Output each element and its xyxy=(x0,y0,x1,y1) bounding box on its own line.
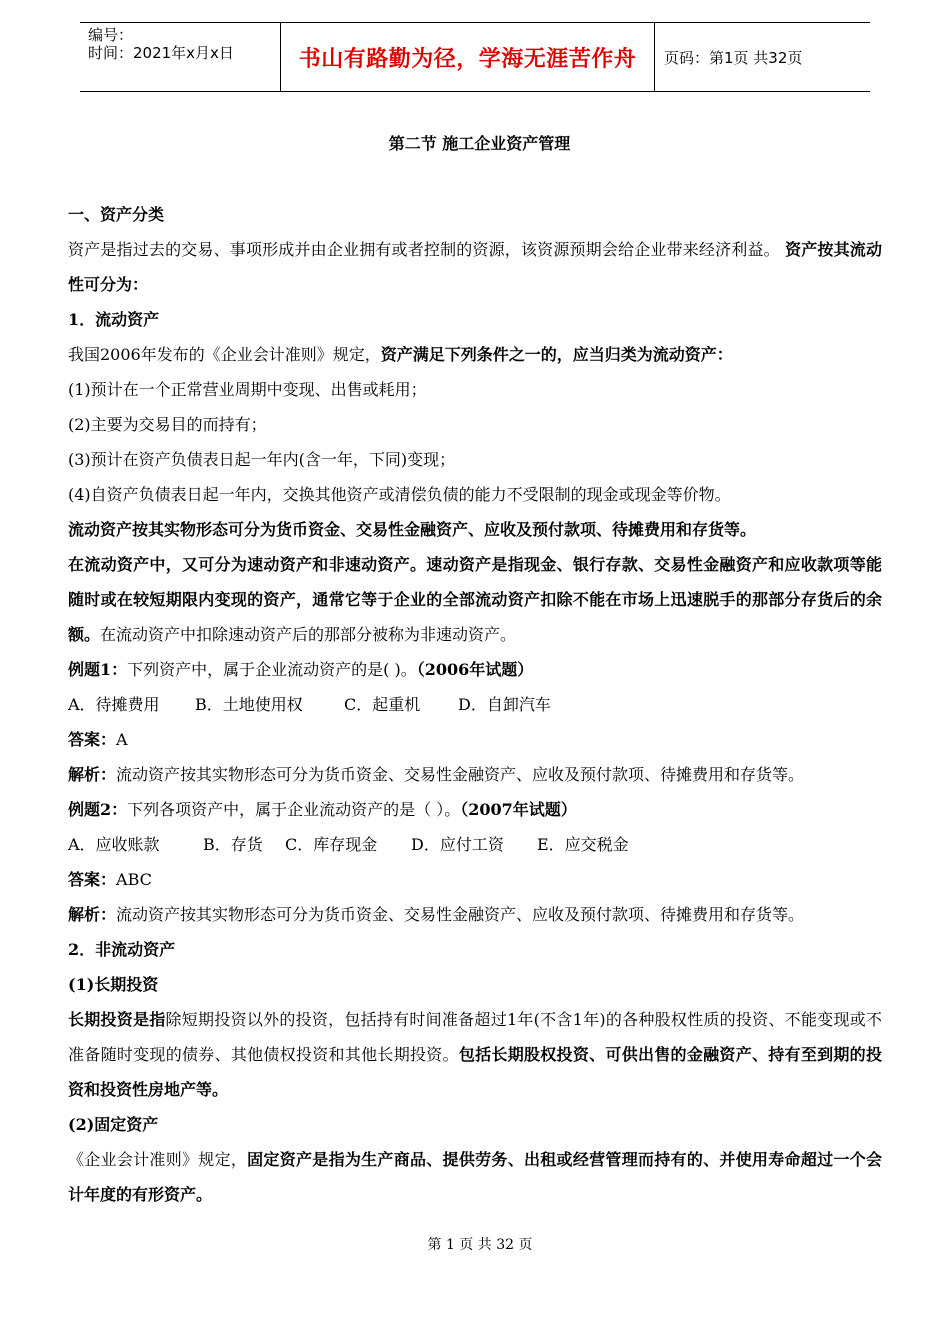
quick-bold: 在流动资产中，又可分为速动资产和非速动资产。速动资产是指现金、银行存款、交易性金融资产和应收款项等能随时或在较短期限内变现的资产，通常它等于企业的全部流动资产扣除不能在市场上迅速脱手的那部分存货后的余额。 xyxy=(68,555,882,644)
example-answer xyxy=(68,862,882,897)
time-label: 时间：2021年x月x日 xyxy=(88,44,234,62)
intro-paragraph xyxy=(68,232,882,302)
answer-value: ABC xyxy=(116,870,152,889)
page-footer: 第 1 页 共 32 页 xyxy=(427,1237,533,1253)
fixed-assets-paragraph xyxy=(68,1142,882,1212)
example-answer xyxy=(68,722,882,757)
option-item: E．应交税金 xyxy=(537,835,629,854)
option-item: C．起重机 xyxy=(344,695,421,714)
analysis-text: 流动资产按其实物形态可分为货币资金、交易性金融资产、应收及预付款项、待摊费用和存货等。 xyxy=(116,765,805,784)
example-question-text: 下列资产中，属于企业流动资产的是( )。 xyxy=(127,660,417,679)
header-motto: 书山有路勤为径，学海无涯苦作舟 xyxy=(281,23,655,91)
option-item: B．土地使用权 xyxy=(195,695,303,714)
form-paragraph: 流动资产按其实物形态可分为货币资金、交易性金融资产、应收及预付款项、待摊费用和存货等。 xyxy=(68,520,757,539)
condition-item: (2)主要为交易目的而持有； xyxy=(68,415,267,434)
option-item: B．存货 xyxy=(203,835,263,854)
example-options xyxy=(68,687,882,722)
long-investment-paragraph xyxy=(68,1002,882,1107)
intro-text: 资产是指过去的交易、事项形成并由企业拥有或者控制的资源，该资源预期会给企业带来经济利益。 xyxy=(68,240,780,259)
rule-bold: 资产满足下列条件之一的，应当归类为流动资产： xyxy=(380,345,733,364)
long-bold-lead: 长期投资是指 xyxy=(68,1010,166,1029)
condition-item: (1)预计在一个正常营业周期中变现、出售或耗用； xyxy=(68,380,427,399)
answer-value: A xyxy=(116,730,128,749)
option-item: A．应收账款 xyxy=(68,835,160,854)
header-page-info: 页码：第1页 共32页 xyxy=(664,48,803,67)
sub-heading-current-assets: 1．流动资产 xyxy=(68,310,160,329)
number-label: 编号： xyxy=(88,26,134,44)
option-item: C．库存现金 xyxy=(285,835,378,854)
intro-bold: 资产按其流动性可分为： xyxy=(68,240,882,294)
rule-paragraph xyxy=(68,337,882,372)
analysis-label: 解析： xyxy=(68,905,117,924)
sub-heading-noncurrent-assets: 2．非流动资产 xyxy=(68,940,176,959)
analysis-label: 解析： xyxy=(68,765,117,784)
example-year: （2006年试题） xyxy=(416,660,534,679)
answer-label: 答案： xyxy=(68,870,117,889)
section-heading: 一、资产分类 xyxy=(68,205,165,224)
long-investment-heading: (1)长期投资 xyxy=(68,975,159,994)
long-bold-tail: 包括长期股权投资、可供出售的金融资产、持有至到期的投资和投资性房地产等。 xyxy=(68,1045,882,1099)
fixed-bold: 固定资产是指为生产商品、提供劳务、出租或经营管理而持有的、并使用寿命超过一个会计年度的有形资产。 xyxy=(68,1150,882,1204)
document-body xyxy=(68,128,882,1212)
fixed-assets-heading: (2)固定资产 xyxy=(68,1115,159,1134)
example-question xyxy=(68,792,882,827)
example-label: 例题1： xyxy=(68,660,128,679)
header-meta xyxy=(80,23,281,91)
option-item: A．待摊费用 xyxy=(68,695,160,714)
example-year: （2007年试题） xyxy=(460,800,577,819)
condition-item: (4)自资产负债表日起一年内，交换其他资产或清偿负债的能力不受限制的现金或现金等价物。 xyxy=(68,485,731,504)
example-label: 例题2： xyxy=(68,800,128,819)
analysis-text: 流动资产按其实物形态可分为货币资金、交易性金融资产、应收及预付款项、待摊费用和存货等。 xyxy=(116,905,805,924)
rule-prefix: 我国2006年发布的《企业会计准则》规定， xyxy=(68,345,381,364)
page-header xyxy=(80,22,870,92)
example-options xyxy=(68,827,882,862)
example-analysis xyxy=(68,757,882,792)
example-question xyxy=(68,652,882,687)
condition-item: (3)预计在资产负债表日起一年内(含一年，下同)变现； xyxy=(68,450,456,469)
quick-assets-paragraph xyxy=(68,547,882,652)
long-text: 除短期投资以外的投资，包括持有时间准备超过1年(不含1年)的各种股权性质的投资、不能变现或不准备随时变现的债券、其他债权投资和其他长期投资。 xyxy=(68,1010,882,1064)
example-question-text: 下列各项资产中，属于企业流动资产的是（ ）。 xyxy=(127,800,461,819)
quick-normal: 在流动资产中扣除速动资产后的那部分被称为非速动资产。 xyxy=(100,625,517,644)
option-item: D．自卸汽车 xyxy=(458,695,551,714)
answer-label: 答案： xyxy=(68,730,117,749)
example-analysis xyxy=(68,897,882,932)
page-title: 第二节 施工企业资产管理 xyxy=(388,134,571,153)
option-item: D．应付工资 xyxy=(411,835,504,854)
fixed-prefix: 《企业会计准则》规定， xyxy=(68,1150,248,1169)
